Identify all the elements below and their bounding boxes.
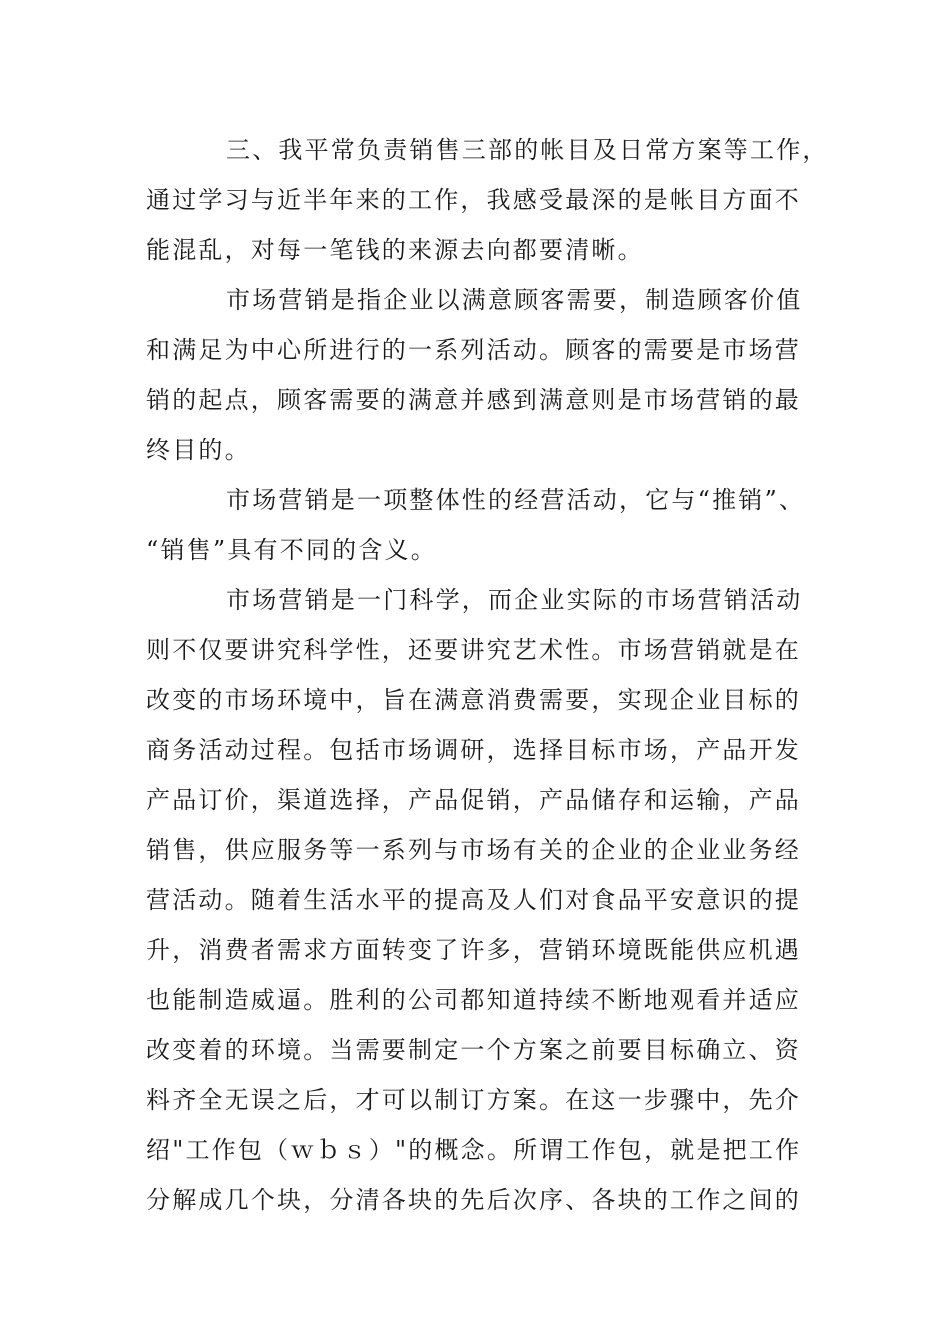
paragraph-line: 终目的。 bbox=[146, 436, 251, 464]
paragraph-line: 销售，供应服务等一系列与市场有关的企业的企业业务经 bbox=[146, 836, 801, 864]
paragraph-line: 改变的市场环境中，旨在满意消费需要，实现企业目标的 bbox=[146, 686, 801, 714]
paragraph-line: 通过学习与近半年来的工作，我感受最深的是帐目方面不 bbox=[146, 186, 801, 214]
paragraph-line: 营活动。随着生活水平的提高及人们对食品平安意识的提 bbox=[146, 886, 801, 914]
paragraph-line: 升，消费者需求方面转变了许多，营销环境既能供应机遇 bbox=[146, 936, 801, 964]
paragraph-line: 料齐全无误之后，才可以制订方案。在这一步骤中，先介 bbox=[146, 1086, 801, 1114]
paragraph-line: 产品订价，渠道选择，产品促销，产品储存和运输，产品 bbox=[146, 786, 801, 814]
paragraph-line: 改变着的环境。当需要制定一个方案之前要目标确立、资 bbox=[146, 1036, 801, 1064]
paragraph-line: 则不仅要讲究科学性，还要讲究艺术性。市场营销就是在 bbox=[146, 636, 801, 664]
paragraph-line: 和满足为中心所进行的一系列活动。顾客的需要是市场营 bbox=[146, 336, 801, 364]
paragraph-line: 分解成几个块，分清各块的先后次序、各块的工作之间的 bbox=[146, 1186, 801, 1214]
paragraph-line: 能混乱，对每一笔钱的来源去向都要清晰。 bbox=[146, 236, 644, 264]
paragraph-line: 市场营销是一项整体性的经营活动，它与“推销”、 bbox=[226, 486, 806, 514]
paragraph-line: 也能制造威逼。胜利的公司都知道持续不断地观看并适应 bbox=[146, 986, 801, 1014]
paragraph-line: 绍"工作包（ｗｂｓ）"的概念。所谓工作包，就是把工作 bbox=[146, 1136, 802, 1164]
paragraph-line: 市场营销是一门科学，而企业实际的市场营销活动 bbox=[226, 586, 803, 614]
paragraph-line: 销的起点，顾客需要的满意并感到满意则是市场营销的最 bbox=[146, 386, 801, 414]
paragraph-line: “销售”具有不同的含义。 bbox=[146, 536, 437, 564]
paragraph-line: 市场营销是指企业以满意顾客需要，制造顾客价值 bbox=[226, 286, 803, 314]
paragraph-line: 商务活动过程。包括市场调研，选择目标市场，产品开发 bbox=[146, 736, 801, 764]
paragraph-line: 三、我平常负责销售三部的帐目及日常方案等工作， bbox=[226, 136, 829, 164]
